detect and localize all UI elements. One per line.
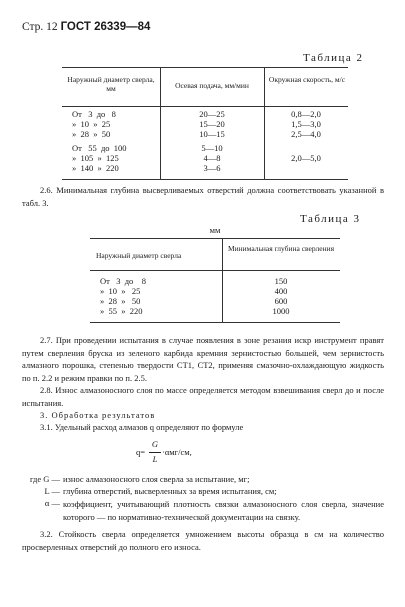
list-item: 20—25 xyxy=(199,109,225,119)
where-sym-l: L — xyxy=(44,486,60,496)
formula-rhs: ·αмг/см, xyxy=(162,447,192,457)
table2-header-speed: Окружная скорость, м/с xyxy=(268,75,346,84)
list-item: 5—10 xyxy=(201,143,223,153)
list-item: 400 xyxy=(274,286,288,296)
table2-group1-diameters xyxy=(72,109,116,139)
list-item: 0,8—2,0 xyxy=(291,109,321,119)
page-header xyxy=(22,21,150,33)
list-item: 1,5—3,0 xyxy=(291,119,321,129)
table2-group2-speed: 2,0—5,0 xyxy=(291,153,321,163)
table3-diameters xyxy=(100,276,146,316)
table2-header-diameter: Наружный диаметр сверла, мм xyxy=(67,75,155,93)
list-item: От 3 до 8 xyxy=(72,109,116,119)
list-item: » 10 » 25 xyxy=(100,286,141,296)
list-item: 3—6 xyxy=(203,163,221,173)
paragraph-3-1: 3.1. Удельный расход алмазов q определяют по формуле xyxy=(40,422,244,432)
list-item: 1000 xyxy=(272,306,290,316)
where-sym-alpha: α — xyxy=(44,498,60,508)
list-item: 150 xyxy=(274,276,288,286)
list-item: » 28 » 50 xyxy=(100,296,141,306)
formula-denominator: L xyxy=(152,454,158,464)
where-text-l: глубина отверстий, высверленных за время испытания, см; xyxy=(63,486,277,496)
paragraph-2-7: 2.7. При проведении испытания в случае появления в зоне резания искр инструмент правят путем сверления бруска из зеленого карбида кремния зернистостью большей, чем зернистость алмазного порошка, степенью твердости СТ1, СТ2, применяя смазочно-охлаждающую жидкость по п. 2.2 и режим правки по п. 2.5. xyxy=(22,335,384,383)
section-3-title: 3. Обработка результатов xyxy=(40,410,156,420)
formula-lhs: q= xyxy=(136,447,146,457)
paragraph-3-2: 3.2. Стойкость сверла определяется умножением высоты образца в см на количество просверленных отверстий до полного его износа. xyxy=(22,529,384,552)
list-item: » 140 » 220 xyxy=(72,163,119,173)
where-text-alpha: коэффициент, учитывающий плотность связки алмазоносного слоя сверла, значение которого — по нормативно-технической документации на связку. xyxy=(63,499,384,522)
list-item: » 105 » 125 xyxy=(72,153,119,163)
formula-numerator: G xyxy=(151,439,159,449)
table2-caption: Таблица 2 xyxy=(303,52,364,64)
table2-group1-feed xyxy=(162,109,262,139)
list-item: 15—20 xyxy=(199,119,225,129)
list-item: 2,5—4,0 xyxy=(291,129,321,139)
paragraph-2-8: 2.8. Износ алмазоносного слоя по массе определяется методом взвешивания сверл до и после испытания. xyxy=(22,385,384,408)
where-text-g: износ алмазоносного слоя сверла за испытание, мг; xyxy=(63,474,250,484)
where-sym-g: где G — xyxy=(29,474,60,484)
page-number: Стр. 12 xyxy=(22,21,58,33)
paragraph-2-6: 2.6. Минимальная глубина высверливаемых отверстий должна соответствовать указанной в табл. 3. xyxy=(22,185,384,208)
table2-group1-speed xyxy=(266,109,346,139)
table2-group2-diameters xyxy=(72,143,127,173)
table3-caption: Таблица 3 xyxy=(300,213,361,225)
gost-number: ГОСТ 26339—84 xyxy=(60,21,151,33)
table2-header-feed: Осевая подача, мм/мин xyxy=(175,81,249,90)
list-item: 600 xyxy=(274,296,288,306)
table3-header-diameter: Наружный диаметр сверла xyxy=(96,251,182,260)
table2-group2-feed xyxy=(162,143,262,173)
table3-depths xyxy=(226,276,336,316)
list-item: » 28 » 50 xyxy=(72,129,111,139)
table3-unit: мм xyxy=(209,225,221,235)
list-item: 10—15 xyxy=(199,129,225,139)
list-item: От 55 до 100 xyxy=(72,143,127,153)
list-item: » 10 » 25 xyxy=(72,119,111,129)
table3-header-depth: Минимальная глубина сверления xyxy=(227,244,335,253)
list-item: 4—8 xyxy=(203,153,221,163)
list-item: От 3 до 8 xyxy=(100,276,147,286)
list-item: » 55 » 220 xyxy=(100,306,143,316)
